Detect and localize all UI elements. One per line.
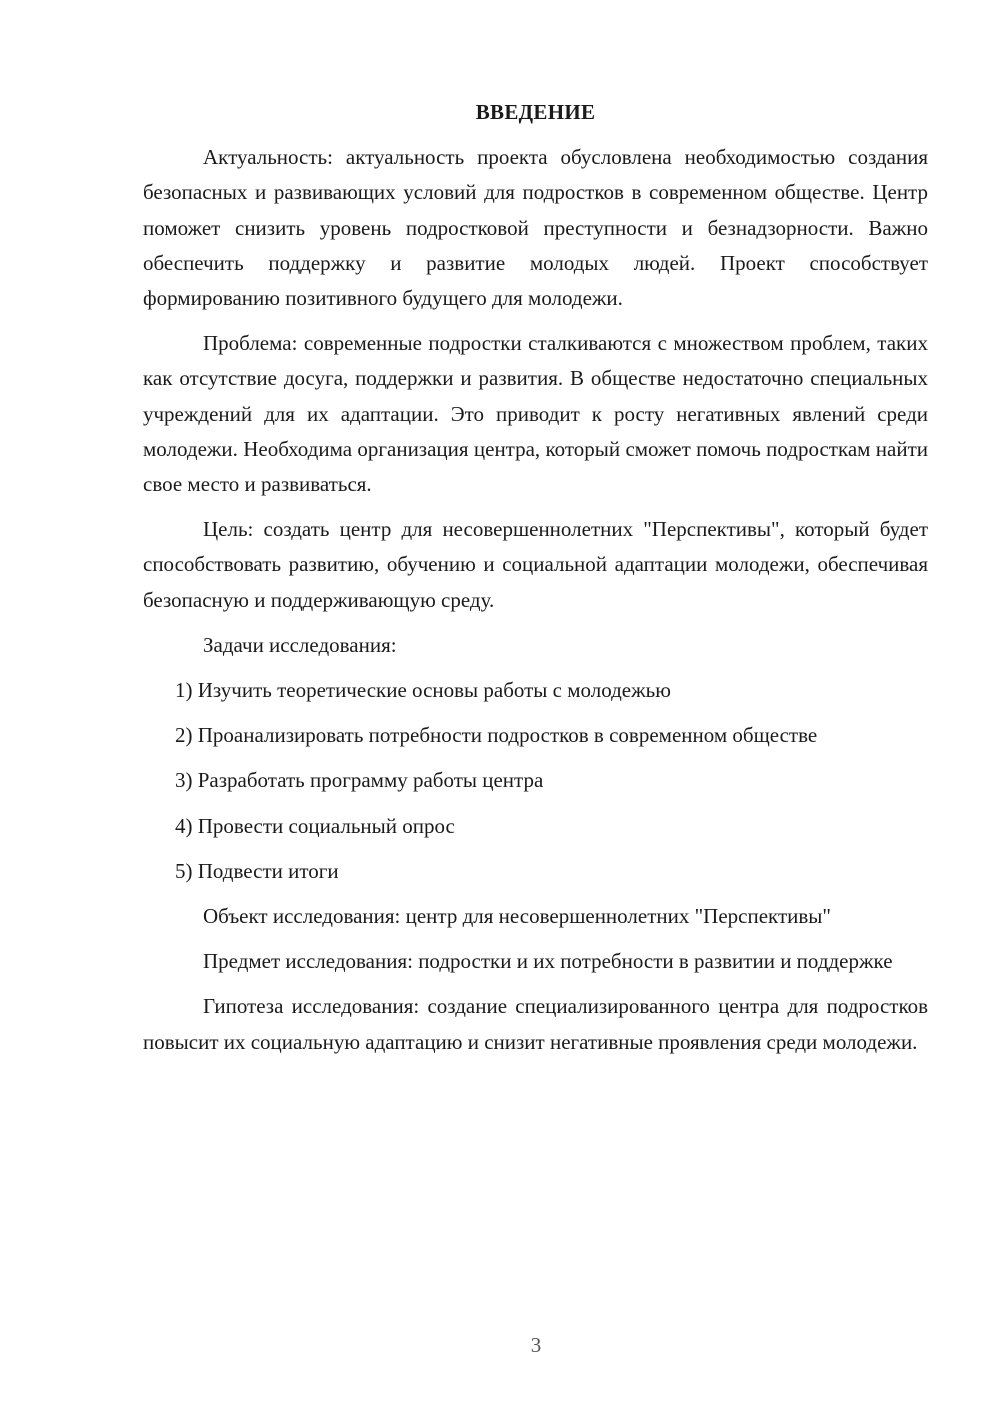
tasks-heading: Задачи исследования: bbox=[203, 632, 397, 657]
relevance-paragraph: Актуальность: актуальность проекта обусловлена необходимостью создания безопасных и развивающих условий для подростков в современном обществе. Центр поможет снизить уровень подростковой преступности и безнадзорности. Важно обеспечить поддержку и развитие молодых людей. Проект способствует формированию позитивного будущего для молодежи. bbox=[143, 145, 928, 311]
task-item-3: 3) Разработать программу работы центра bbox=[175, 768, 544, 793]
subject-paragraph: Предмет исследования: подростки и их потребности в развитии и поддержке bbox=[203, 949, 893, 974]
page-number: 3 bbox=[530, 1333, 542, 1357]
task-item-1: 1) Изучить теоретические основы работы с молодежью bbox=[175, 678, 671, 703]
page-title: ВВЕДЕНИЕ bbox=[475, 100, 596, 124]
hypothesis-paragraph: Гипотеза исследования: создание специализированного центра для подростков повысит их социальную адаптацию и снизит негативные проявления среди молодежи. bbox=[143, 994, 928, 1054]
task-item-5: 5) Подвести итоги bbox=[175, 858, 339, 883]
task-item-4: 4) Провести социальный опрос bbox=[175, 813, 455, 838]
goal-paragraph: Цель: создать центр для несовершеннолетних "Перспективы", который будет способствовать развитию, обучению и социальной адаптации молодежи, обеспечивая безопасную и поддерживающую среду. bbox=[143, 517, 928, 612]
object-paragraph: Объект исследования: центр для несовершеннолетних "Перспективы" bbox=[203, 904, 831, 929]
task-item-2: 2) Проанализировать потребности подростков в современном обществе bbox=[175, 723, 818, 748]
problem-paragraph: Проблема: современные подростки сталкиваются с множеством проблем, таких как отсутствие досуга, поддержки и развития. В обществе недостаточно специальных учреждений для их адаптации. Это приводит к росту негативных явлений среди молодежи. Необходима организация центра, который сможет помочь подросткам найти свое место и развиваться. bbox=[143, 331, 928, 497]
document-page bbox=[143, 95, 928, 1070]
